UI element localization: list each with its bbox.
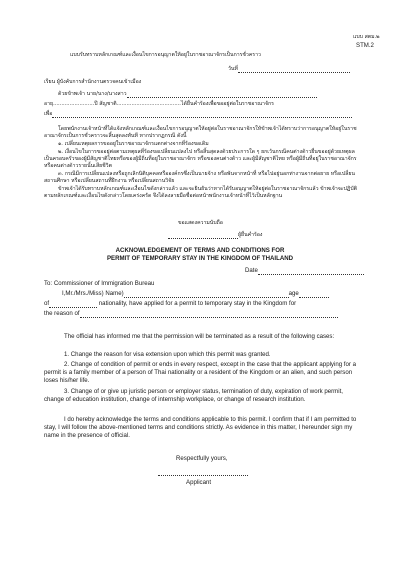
- thai-title: แบบรับทราบหลักเกณฑ์และเงื่อนไขการอนุญาตให้อยู่ในราชอาณาจักรเป็นการชั่วคราว: [70, 52, 261, 58]
- english-item-3: 3. Change of or give up juristic person or employer status, termination of duty, expiration of work permit, change of education institution, change of internship workplace, or change of research institution.: [44, 388, 343, 403]
- thai-acknowledgement: ข้าพเจ้าได้รับทราบหลักเกณฑ์และเงื่อนไขดังกล่าวแล้ว และจะยินยันว่าหากได้รับอนุญาตให้อยู่ต่อในราชอาณาจักรแล้ว ข้าพเจ้าจะปฏิบัติตามหลักเกณฑ์และเงื่อนไขดังกล่าวโดยเคร่งครัด จึงได้ลงลายมือชื่อต่อหน้าพนักงานเจ้าหน้าที่ไว้เป็นหลักฐาน: [44, 186, 357, 199]
- english-date-label: Date: [245, 267, 364, 275]
- thai-signature-field[interactable]: [168, 238, 238, 239]
- english-item-1: 1. Change the reason for visa extension upon which this permit was granted.: [64, 351, 271, 358]
- form-code-english: STM.2: [356, 42, 374, 49]
- english-age-field[interactable]: [299, 297, 329, 298]
- english-name-line: I,Mr./Mrs./Miss) Name) age: [62, 290, 329, 298]
- english-title-line-1: ACKNOWLEDGEMENT OF TERMS AND CONDITIONS FOR: [115, 247, 285, 254]
- thai-paragraph-1: โดยพนักงานเจ้าหน้าที่ได้แจ้งหลักเกณฑ์และเงื่อนไขการอนุญาตให้อยู่ต่อในราชอาณาจักรให้ข้าพเจ้าได้ทราบว่าการอนุญาตให้อยู่ในราชอาณาจักรเป็นการชั่วคราวจะสิ้นสุดลงทันที หากปรากฏกรณี ดังนี้: [44, 126, 357, 139]
- thai-age-line: อายุ.........................ปี สัญชาติ.......................................ได้ยื่นคำร้องเพื่อขออยู่ต่อในราชอาณาจักร: [44, 101, 274, 107]
- form-code-thai: แบบ สตม.๒: [353, 34, 380, 40]
- english-recipient: To: Commissioner of Immigration Bureau: [44, 280, 155, 287]
- thai-date-field[interactable]: [238, 72, 350, 73]
- english-reason-field[interactable]: [80, 317, 338, 318]
- thai-item-2: ๒. เงื่อนไขในการขออยู่ต่อตามเหตุผลที่ร้องขอเปลี่ยนแปลงไป หรือสิ้นสุดลงด้วยประการใด ๆ ยกเว้นกรณีคนต่างด้าวยื่นขออยู่ด้วยเหตุผลเป็นครอบครัวของผู้มีสัญชาติไทยหรือของผู้มีถิ่นที่อยู่ในราชอาณาจักร หรือของคนต่างด้าว และผู้มีสัญชาติไทย หรือผู้มีถิ่นที่อยู่ในราชอาณาจักร หรือคนต่างด้าวรายนั้นเสียชีวิต: [44, 149, 357, 169]
- english-paragraph-2: I do hereby acknowledge the terms and conditions applicable to this permit. I confirm that if I am permitted to stay, I will follow the above-mentioned terms and conditions strictly. As evidence in this matter, I hereunder sign my name in the presence of official.: [44, 416, 357, 439]
- english-nationality-line: of nationality, have applied for a permit to temporary stay in the Kingdom for: [44, 300, 297, 307]
- english-item-2: 2. Change of condition of permit or ends in every respect, except in the case that the applicant applying for a permit is a family member of a person of Thai nationality or a resident of the Kingdom or an alien, and such person loses his/her life.: [44, 361, 356, 384]
- english-signature-field[interactable]: [158, 474, 248, 476]
- thai-name-field[interactable]: [127, 97, 317, 98]
- thai-item-3: ๓. กรณีมีการเปลี่ยนแปลงหรือถูกเลิกนิติบุคคลหรือองค์กรซึ่งเป็นนายจ้าง หรือพ้นจากหน้าที่ หรือไปอยู่นอกท่างานจากต่อยาย หรือเปลี่ยนสถานศึกษา หรือเปลี่ยนสถานที่ฝึกงาน หรือเปลี่ยนสถานวิจัย: [44, 171, 355, 184]
- english-nationality-field[interactable]: [49, 307, 97, 308]
- english-title-line-2: PERMIT OF TEMPORARY STAY IN THE KINGDOM OF THAILAND: [106, 255, 294, 262]
- english-date-field[interactable]: [258, 274, 364, 275]
- thai-closing: ขอแสดงความนับถือ: [178, 220, 223, 226]
- thai-date-label: วันที่: [228, 66, 350, 73]
- english-name-field[interactable]: [124, 297, 289, 298]
- english-reason-line: the reason of: [44, 310, 338, 318]
- thai-applicant-line: ด้วยข้าพเจ้า นาย/นาง/นางสาว: [58, 91, 317, 98]
- thai-signature-line: ผู้ยื่นคำร้อง: [168, 232, 262, 239]
- english-paragraph-1: The official has informed me that the permission will be terminated as a result of the following cases:: [64, 333, 335, 340]
- thai-purpose-field[interactable]: [52, 117, 352, 118]
- english-closing: Respectfully yours,: [176, 455, 228, 462]
- english-signature-label: Applicant: [186, 479, 212, 486]
- thai-purpose-line: เพื่อ: [44, 111, 352, 118]
- thai-item-1: ๑. เปลี่ยนเหตุผลการขออยู่ในราชอาณาจักรแตกต่างจากที่ร้องขอเดิม: [58, 141, 209, 147]
- thai-recipient: เรียน ผู้บังคับการสำนักงานตรวจคนเข้าเมือง: [44, 79, 142, 85]
